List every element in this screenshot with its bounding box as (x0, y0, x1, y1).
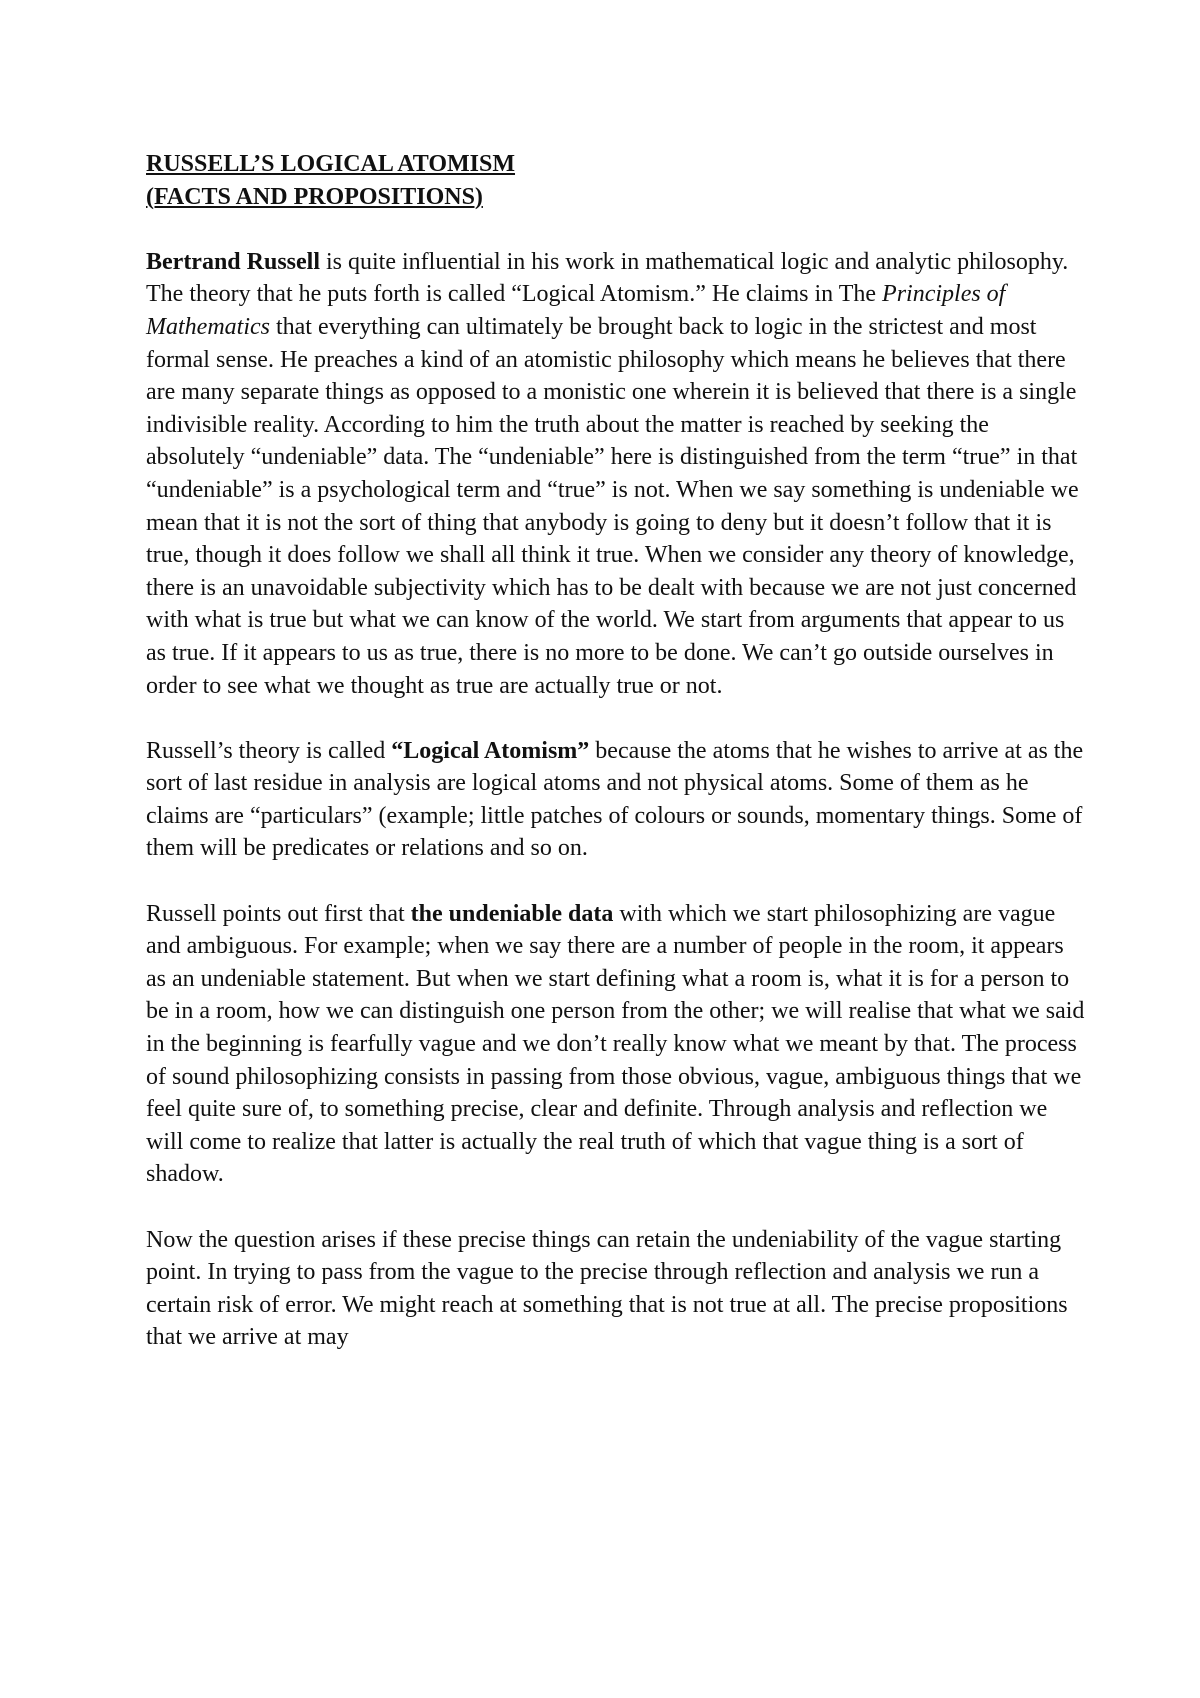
bold-undeniable-data: the undeniable data (410, 900, 614, 927)
paragraph-1-text-b: that everything can ultimately be brought back to logic in the strictest and most formal sense. He preaches a kind of an atomistic philosophy which means he believes that there are many separate things as opposed to a monistic one wherein it is believed that there is a single indivisible reality. According to him the truth about the matter is reached by seeking the absolutely “undeniable” data. The “undeniable” here is distinguished from the term “true” in that “undeniable” is a psychological term and “true” is not. When we say something is undeniable we mean that it is not the sort of thing that anybody is going to deny but it doesn’t follow that it is true, though it does follow we shall all think it true. When we consider any theory of knowledge, there is an unavoidable subjectivity which has to be dealt with because we are not just concerned with what is true but what we can know of the world. We start from arguments that appear to us as true. If it appears to us as true, there is no more to be done. We can’t go outside ourselves in order to see what we thought as true are actually true or not. (146, 313, 1079, 699)
bold-logical-atomism: “Logical Atomism” (391, 737, 590, 764)
paragraph-1 (146, 246, 1086, 702)
document-title: RUSSELL’S LOGICAL ATOMISM (146, 151, 516, 177)
paragraph-3-text-a: Russell points out first that (146, 900, 411, 927)
paragraph-1-text-a: is quite influential in his work in mathematical logic and analytic philosophy. The theory that he puts forth is called “Logical Atomism.” He claims in The (146, 248, 1069, 308)
paragraph-4-text: Now the question arises if these precise things can retain the undeniability of the vague starting point. In trying to pass from the vague to the precise through reflection and analysis we run a certain risk of error. We might reach at something that is not true at all. The precise propositions that we arrive at may (146, 1226, 1068, 1351)
paragraph-4 (146, 1224, 1086, 1354)
document-body (146, 148, 1086, 1387)
paragraph-3 (146, 898, 1086, 1191)
paragraph-2 (146, 735, 1086, 865)
paragraph-2-text-a: Russell’s theory is called (146, 737, 392, 764)
italic-book-title: Principles of Mathematics (146, 281, 1006, 340)
bold-author-name: Bertrand Russell (146, 248, 320, 275)
paragraph-2-text-b: because the atoms that he wishes to arrive at as the sort of last residue in analysis are logical atoms and not physical atoms. Some of them as he claims are “particulars” (example; little patches of colours or sounds, momentary things. Some of them will be predicates or relations and so on. (146, 737, 1084, 862)
document-subtitle: (FACTS AND PROPOSITIONS) (146, 183, 483, 210)
paragraph-3-text-b: with which we start philosophizing are vague and ambiguous. For example; when we say there are a number of people in the room, it appears as an undeniable statement. But when we start defining what a room is, what it is for a person to be in a room, how we can distinguish one person from the other; we will realise that what we said in the beginning is fearfully vague and we don’t really know what we meant by that. The process of sound philosophizing consists in passing from those obvious, vague, ambiguous things that we feel quite sure of, to something precise, clear and definite. Through analysis and reflection we will come to realize that latter is actually the real truth of which that vague thing is a sort of shadow. (146, 900, 1085, 1188)
